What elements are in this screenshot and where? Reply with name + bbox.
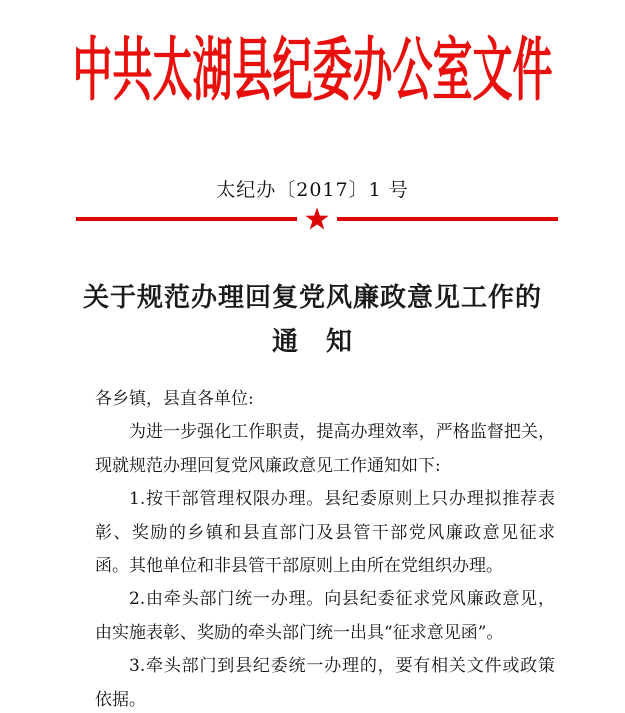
document-title-line1: 关于规范办理回复党风廉政意见工作的 [82,283,542,313]
document-number: 太纪办〔2017〕1 号 [216,179,409,201]
header-divider [76,206,558,232]
body-line: 3.牵头部门到县纪委统一办理的，要有相关文件或政策 [129,656,555,677]
body-line: 依据。 [95,689,146,710]
document-body [95,383,555,713]
body-line: 彰、奖励的乡镇和县直部门及县管干部党风廉政意见征求 [95,522,555,543]
body-line: 由实施表彰、奖励的牵头部门统一出具“征求意见函”。 [95,622,504,643]
divider-line-left [76,217,297,221]
body-line: 为进一步强化工作职责，提高办理效率，严格监督把关， [129,422,555,443]
body-line: 1.按干部管理权限办理。县纪委原则上只办理拟推荐表 [129,489,555,510]
body-line: 函。其他单位和非县管干部原则上由所在党组织办理。 [95,556,503,577]
body-line: 现就规范办理回复党风廉政意见工作通知如下: [95,455,441,476]
divider-line-right [337,217,558,221]
red-star-icon [304,206,330,232]
body-line: 2.由牵头部门统一办理。向县纪委征求党风廉政意见， [129,589,555,610]
body-line: 各乡镇，县直各单位: [95,389,254,409]
document-title [0,276,625,364]
document-header-title: 中共太湖县纪委办公室文件 [72,29,553,111]
document-title-line2: 通 知 [271,327,353,357]
